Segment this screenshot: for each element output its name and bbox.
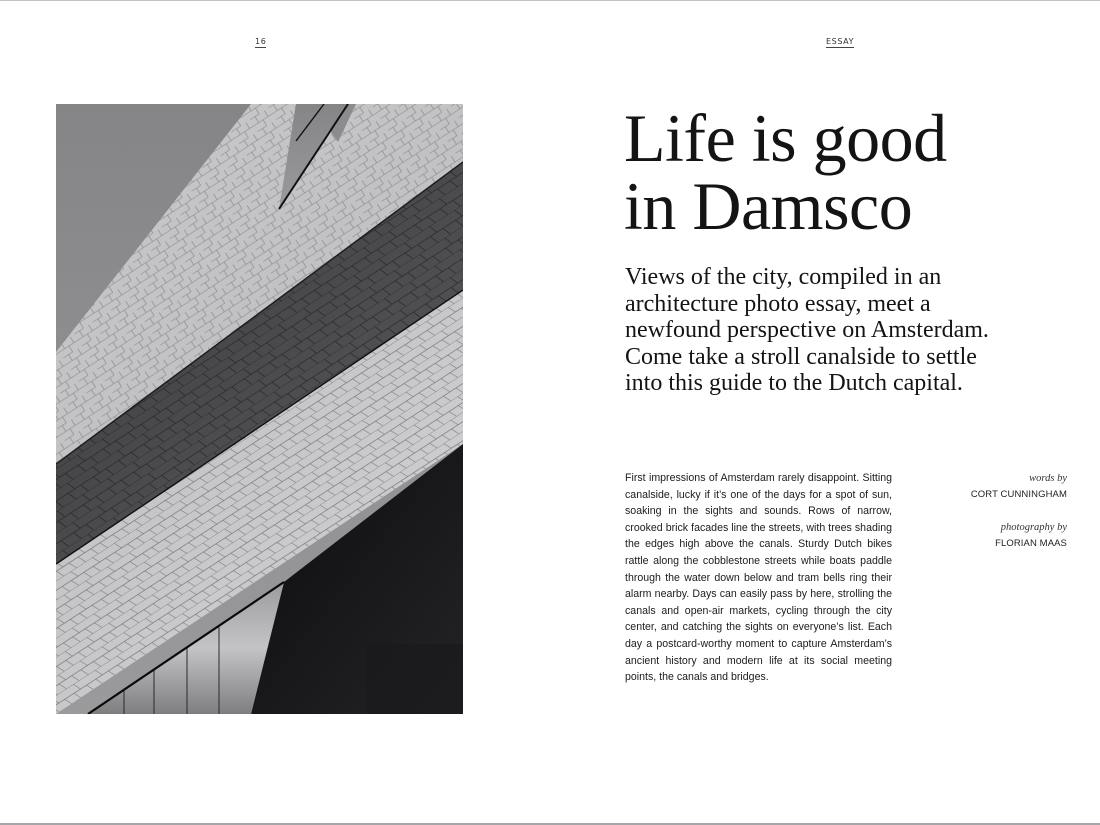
deck-line: architecture photo essay, meet a xyxy=(625,290,931,317)
credit-role: photography by xyxy=(1000,522,1067,533)
headline xyxy=(624,100,1064,244)
headline-line: in Damsco xyxy=(624,168,913,244)
section-label: ESSAY xyxy=(826,37,855,46)
architecture-photo xyxy=(56,104,463,714)
deck-line: into this guide to the Dutch capital. xyxy=(625,370,963,396)
credit-name: FLORIAN MAAS xyxy=(995,538,1067,549)
deck-line: Views of the city, compiled in an xyxy=(625,264,942,290)
page-number: 16 xyxy=(255,37,267,46)
credits xyxy=(940,471,1067,552)
credit-writer xyxy=(940,471,1067,503)
top-border xyxy=(0,0,1100,1)
credit-name: CORT CUNNINGHAM xyxy=(970,489,1067,500)
body-paragraph: First impressions of Amsterdam rarely disappoint. Sitting canalside, lucky if it’s one of the days for a spot of sun, soaking in the sights and sounds. Rows of narrow, crooked brick facades line the streets, with trees shading the edges high above the canals. Sturdy Dutch bikes rattle along the cobblestone streets while boats paddle through the water down below and tram bells ring their alarm nearby. Days can easily pass by here, strolling the canals and open-air markets, cycling through the city center, and catching the sights on everyone’s list. Each day a postcard-worthy moment to capture Amsterdam’s ancient history and modern life at its social meeting points, the canals and bridges. xyxy=(625,472,892,684)
deck-line: newfound perspective on Amsterdam. xyxy=(625,317,989,343)
deck-line: Come take a stroll canalside to settle xyxy=(625,343,977,370)
credit-role: words by xyxy=(1029,473,1067,484)
deck-subheading xyxy=(625,264,1045,397)
credit-photographer xyxy=(940,520,1067,552)
headline-line: Life is good xyxy=(624,100,947,176)
